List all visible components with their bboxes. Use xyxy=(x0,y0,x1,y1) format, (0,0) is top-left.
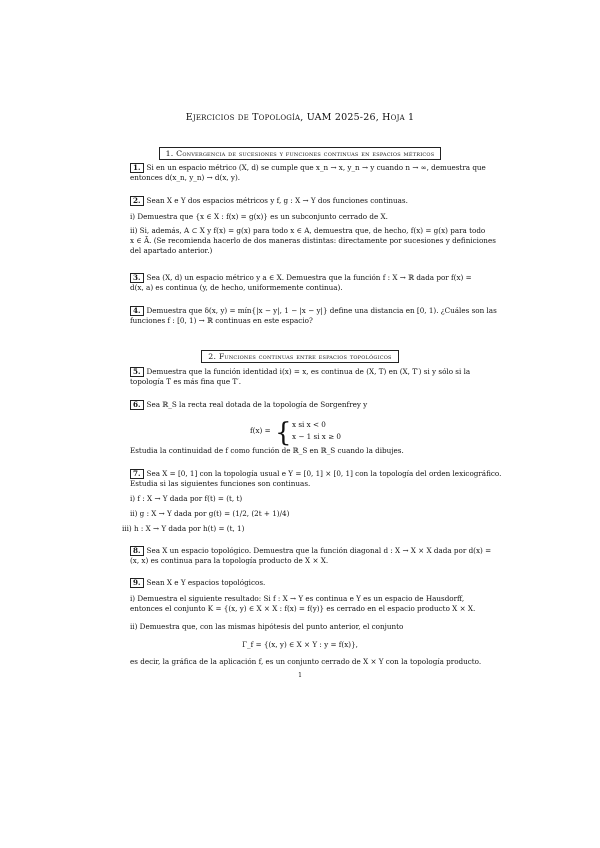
exercise-5: 5. Demuestra que la función identidad i(x) = x, es continua de (X, T) en (X, T′) si y sólo si la xyxy=(130,367,480,377)
exercise-number: 1. xyxy=(130,163,144,173)
exercise-2-part-ii-line-3: del apartado anterior.) xyxy=(130,246,213,255)
exercise-2-part-ii-line-2: x ∈ Ā. (Se recomienda hacerlo de dos maneras distintas: directamente por sucesiones y definiciones xyxy=(130,236,496,245)
piecewise-case-1: x si x < 0 xyxy=(292,420,326,429)
page-title: Ejercicios de Topología, UAM 2025-26, Hoja 1 xyxy=(185,112,415,123)
exercise-number: 2. xyxy=(130,196,144,206)
exercise-7-part-i: i) f : X → Y dada por f(t) = (t, t) xyxy=(130,494,243,503)
exercise-3-line-2: d(x, a) es continua (y, de hecho, uniformemente continua). xyxy=(130,283,343,292)
exercise-9-part-ii: ii) Demuestra que, con las mismas hipótesis del punto anterior, el conjunto xyxy=(130,622,404,631)
brace-icon: { xyxy=(275,418,292,448)
piecewise-case-2: x − 1 si x ≥ 0 xyxy=(292,432,341,441)
exercise-9-part-i: i) Demuestra el siguiente resultado: Si f : X → Y es continua e Y es un espacio de Hausdorff, xyxy=(130,594,465,603)
piecewise-function-label: f(x) = xyxy=(250,426,271,435)
exercise-7-line-2: Estudia si las siguientes funciones son continuas. xyxy=(130,479,311,488)
exercise-9: 9. Sean X e Y espacios topológicos. xyxy=(130,578,480,588)
exercise-8-line-2: (x, x) es continua para la topología producto de X × X. xyxy=(130,556,329,565)
exercise-number: 5. xyxy=(130,367,144,377)
section-heading-2: 2. Funciones continuas entre espacios topológicos xyxy=(0,344,600,363)
section-heading-1: 1. Convergencia de sucesiones y funciones continuas en espacios métricos xyxy=(0,141,600,160)
exercise-1-line-2: entonces d(x_n, y_n) → d(x, y). xyxy=(130,173,241,182)
exercise-3: 3. Sea (X, d) un espacio métrico y a ∈ X. Demuestra que la función f : X → ℝ dada por f(x) = xyxy=(130,273,480,283)
exercise-1: 1. Si en un espacio métrico (X, d) se cumple que x_n → x, y_n → y cuando n → ∞, demuestra que xyxy=(130,163,480,173)
exercise-number: 6. xyxy=(130,400,144,410)
exercise-2: 2. Sean X e Y dos espacios métricos y f, g : X → Y dos funciones continuas. xyxy=(130,196,480,206)
exercise-6: 6. Sea ℝ_S la recta real dotada de la topología de Sorgenfrey y xyxy=(130,400,480,410)
exercise-number: 4. xyxy=(130,306,144,316)
exercise-7: 7. Sea X = [0, 1] con la topología usual e Y = [0, 1] × [0, 1] con la topología del orden lexicográfico. xyxy=(130,469,480,479)
exercise-8: 8. Sea X un espacio topológico. Demuestra que la función diagonal d : X → X × X dada por d(x) = xyxy=(130,546,480,556)
exercise-2-part-ii: ii) Si, además, A ⊂ X y f(x) = g(x) para todo x ∈ A, demuestra que, de hecho, f(x) = g(x) para todo xyxy=(130,226,486,235)
exercise-4-line-2: funciones f : [0, 1) → ℝ continuas en este espacio? xyxy=(130,316,313,325)
exercise-number: 3. xyxy=(130,273,144,283)
exercise-7-part-iii: iii) h : X → Y dada por h(t) = (t, 1) xyxy=(122,524,245,533)
exercise-9-part-i-line-2: entonces el conjunto K = {(x, y) ∈ X × X : f(x) = f(y)} es cerrado en el espacio producto X × X. xyxy=(130,604,476,613)
exercise-2-part-i: i) Demuestra que {x ∈ X : f(x) = g(x)} es un subconjunto cerrado de X. xyxy=(130,212,388,221)
exercise-9-closing: es decir, la gráfica de la aplicación f, es un conjunto cerrado de X × Y con la topología producto. xyxy=(130,657,482,666)
exercise-4: 4. Demuestra que δ(x, y) = mín{|x − y|, 1 − |x − y|} define una distancia en [0, 1). ¿Cuáles son las xyxy=(130,306,480,316)
exercise-7-part-ii: ii) g : X → Y dada por g(t) = (1/2, (2t + 1)/4) xyxy=(130,509,290,518)
page-number: 1 xyxy=(298,672,302,679)
graph-formula: Γ_f = {(x, y) ∈ X × Y : y = f(x)}, xyxy=(242,640,358,649)
exercise-number: 8. xyxy=(130,546,144,556)
exercise-number: 9. xyxy=(130,578,144,588)
exercise-6-line-2: Estudia la continuidad de f como función de ℝ_S en ℝ_S cuando la dibujes. xyxy=(130,446,404,455)
exercise-5-line-2: topología T es más fina que T′. xyxy=(130,377,242,386)
exercise-number: 7. xyxy=(130,469,144,479)
